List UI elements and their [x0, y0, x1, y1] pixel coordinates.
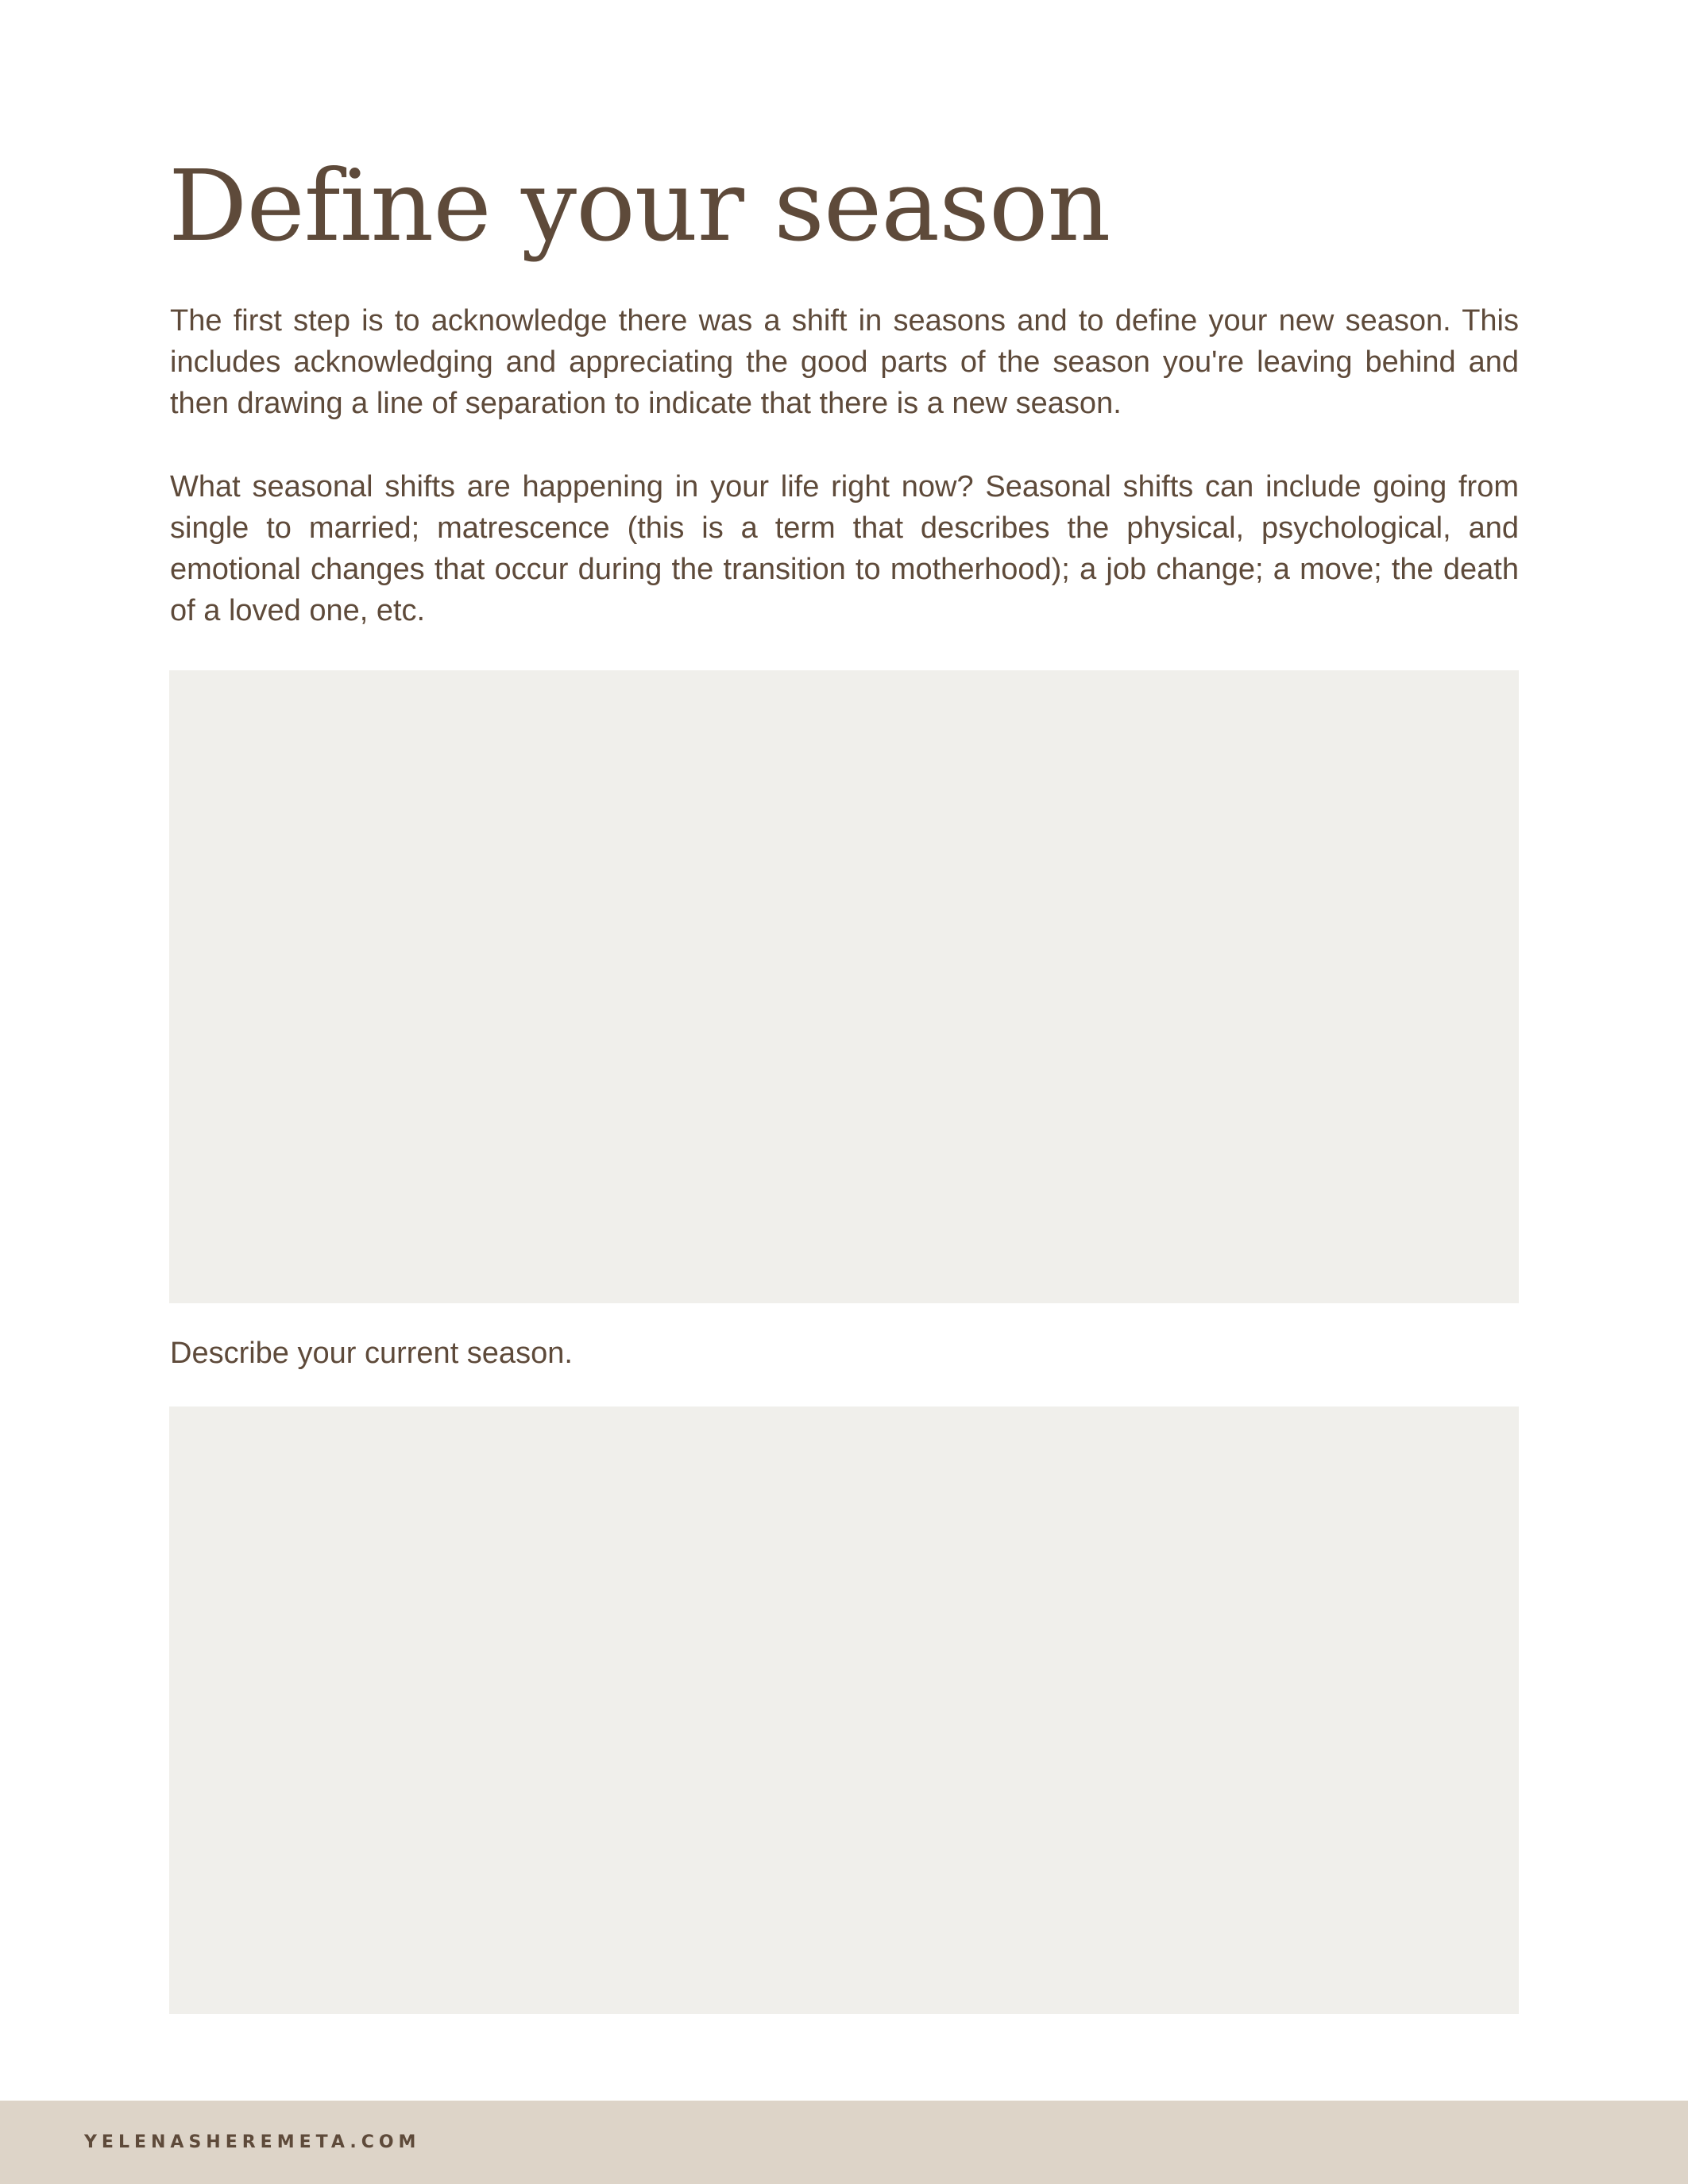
page-title: Define your season: [168, 149, 1111, 264]
seasonal-shifts-answer-box[interactable]: [169, 670, 1519, 1303]
seasonal-shifts-question: What seasonal shifts are happening in your life right now? Seasonal shifts can include going from single to married; matrescence (this is a term that describes the physical, psychological, and emotional changes that occur during the transition to motherhood); a job change; a move; the death of a loved one, etc.: [170, 470, 1519, 627]
footer-website-link[interactable]: YELENASHEREMETA.COM: [84, 2132, 421, 2152]
current-season-answer-box[interactable]: [169, 1406, 1519, 2014]
describe-season-prompt: Describe your current season.: [170, 1337, 573, 1370]
footer-bar: [0, 2101, 1688, 2184]
intro-paragraph: The first step is to acknowledge there was a shift in seasons and to define your new season. This includes acknowledging and appreciating the good parts of the season you're leaving behind and then drawing a line of separation to indicate that there is a new season.: [170, 304, 1519, 420]
